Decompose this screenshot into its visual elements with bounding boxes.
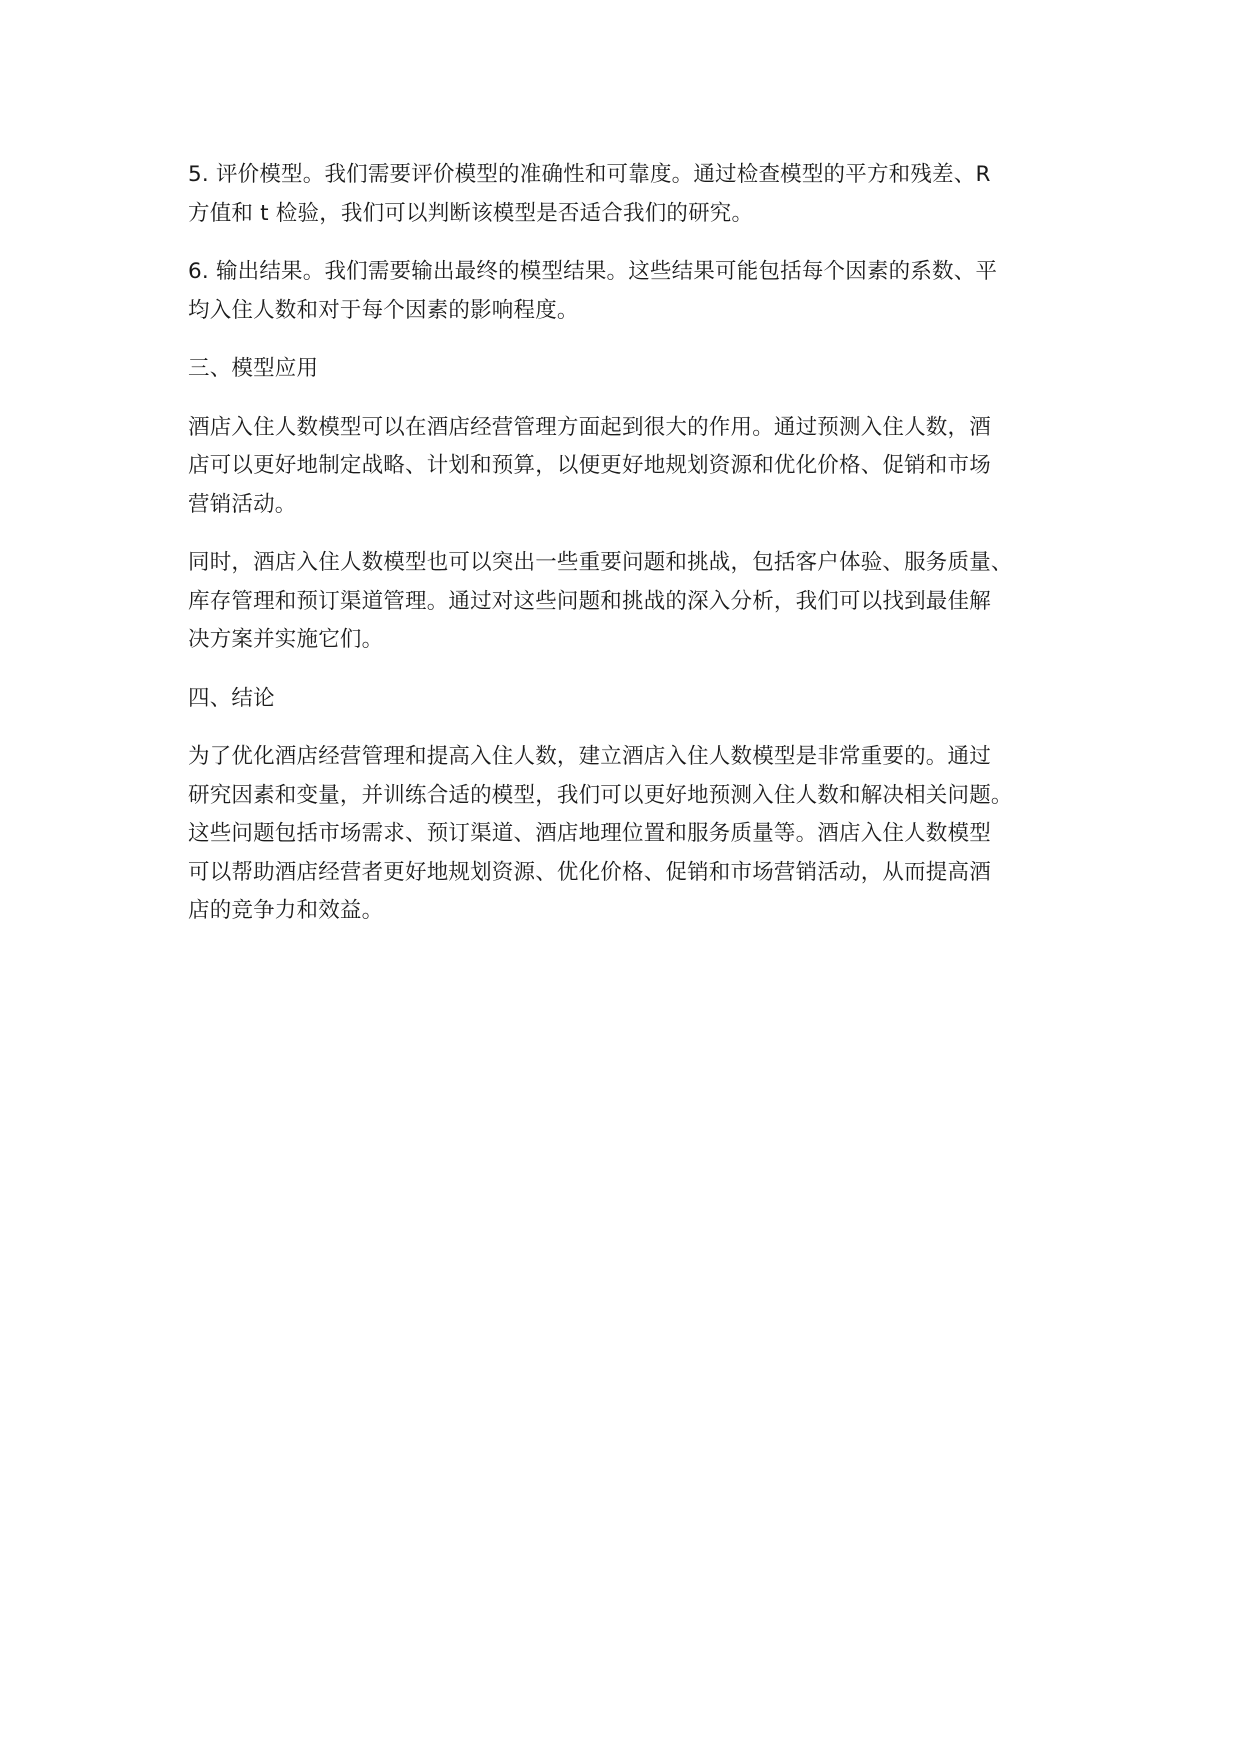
text-line: 店的竞争力和效益。 — [188, 898, 384, 923]
paragraph-conclusion — [188, 738, 1088, 931]
heading-text: 三、模型应用 — [188, 356, 319, 381]
text-line: 这些问题包括市场需求、预订渠道、酒店地理位置和服务质量等。酒店入住人数模型 — [188, 821, 991, 846]
paragraph-step-5 — [188, 156, 1088, 233]
text-line: 5. 评价模型。我们需要评价模型的准确性和可靠度。通过检查模型的平方和残差、R — [188, 162, 991, 187]
paragraph-step-6 — [188, 253, 1088, 330]
text-line: 营销活动。 — [188, 491, 297, 517]
text-line: 均入住人数和对于每个因素的影响程度。 — [188, 297, 579, 323]
paragraph-model-application-1 — [188, 409, 1088, 525]
text-line: 酒店入住人数模型可以在酒店经营管理方面起到很大的作用。通过预测入住人数，酒 — [188, 414, 991, 440]
text-line: 为了优化酒店经营管理和提高入住人数，建立酒店入住人数模型是非常重要的。通过 — [188, 744, 991, 769]
text-line: 研究因素和变量，并训练合适的模型，我们可以更好地预测入住人数和解决相关问题。 — [188, 782, 1013, 808]
text-line: 方值和 t 检验，我们可以判断该模型是否适合我们的研究。 — [188, 200, 754, 226]
document-body — [188, 156, 1088, 951]
text-line: 库存管理和预订渠道管理。通过对这些问题和挑战的深入分析，我们可以找到最佳解 — [188, 588, 991, 614]
text-line: 可以帮助酒店经营者更好地规划资源、优化价格、促销和市场营销活动，从而提高酒 — [188, 859, 991, 885]
section-heading-conclusion — [188, 680, 1088, 719]
heading-text: 四、结论 — [188, 685, 275, 711]
text-line: 决方案并实施它们。 — [188, 627, 384, 652]
text-line: 店可以更好地制定战略、计划和预算，以便更好地规划资源和优化价格、促销和市场 — [188, 453, 991, 478]
section-heading-model-application — [188, 350, 1088, 389]
text-line: 同时，酒店入住人数模型也可以突出一些重要问题和挑战，包括客户体验、服务质量、 — [188, 550, 1013, 575]
text-line: 6. 输出结果。我们需要输出最终的模型结果。这些结果可能包括每个因素的系数、平 — [188, 259, 998, 284]
paragraph-model-application-2 — [188, 544, 1088, 660]
